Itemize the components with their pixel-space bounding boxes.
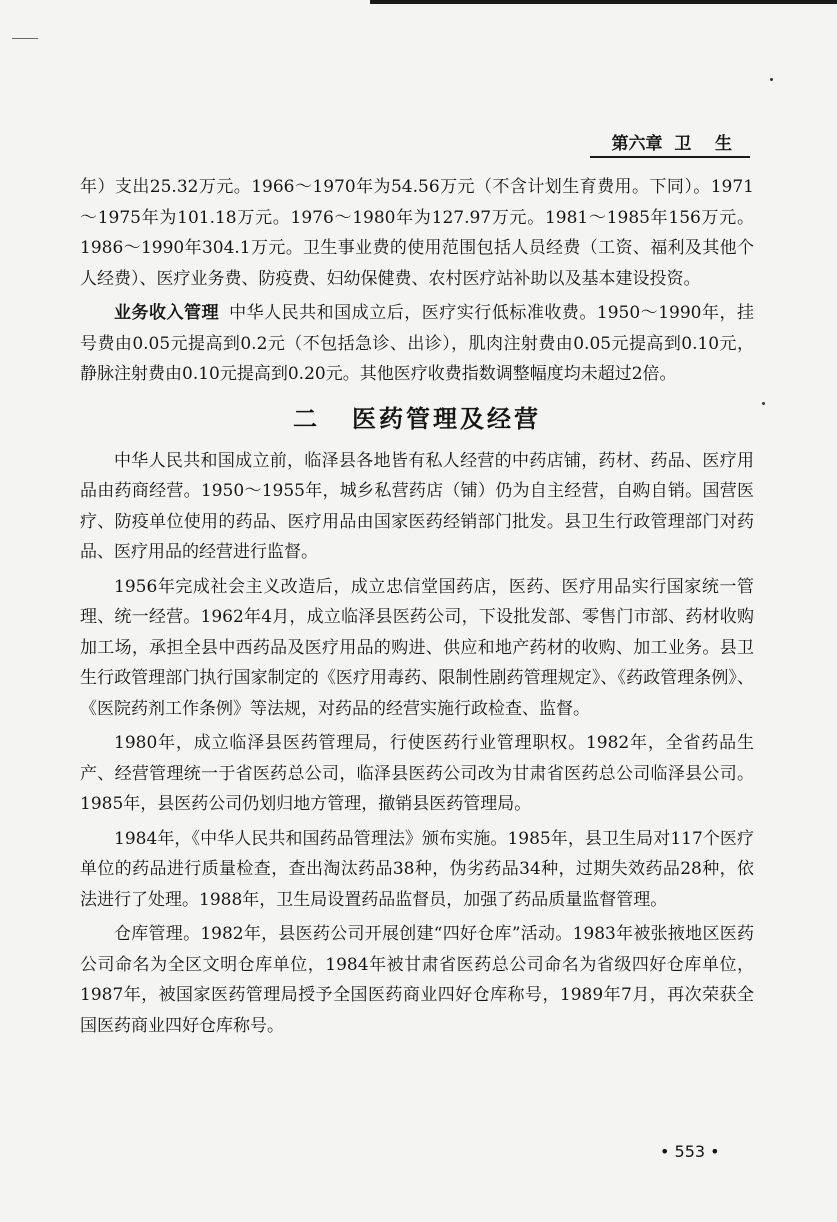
section-heading <box>80 402 754 436</box>
scan-dot <box>762 402 765 405</box>
top-edge-line <box>370 0 837 4</box>
paragraph-warehouse: 仓库管理。1982年，县医药公司开展创建“四好仓库”活动。1983年被张掖地区医药公司命名为全区文明仓库单位，1984年被甘肃省医药总公司命名为省级四好仓库单位，1987年，被国家医药管理局授予全国医药商业四好仓库称号，1989年7月，再次荣获全国医药商业四好仓库称号。 <box>80 924 754 1036</box>
paragraph-pre-1949: 中华人民共和国成立前，临泽县各地皆有私人经营的中药店铺，药材、药品、医疗用品由药商经营。1950～1955年，城乡私营药店（铺）仍为自主经营，自购自销。国营医疗、防疫单位使用的药品、医疗用品由国家医药经销部门批发。县卫生行政管理部门对药品、医疗用品的经营进行监督。 <box>80 450 754 562</box>
paragraph-1980: 1980年，成立临泽县医药管理局，行使医药行业管理职权。1982年，全省药品生产、经营管理统一于省医药总公司，临泽县医药公司改为甘肃省医药总公司临泽县公司。1985年，县医药公司仍划归地方管理，撤销县医药管理局。 <box>80 733 754 814</box>
scan-dot <box>770 78 773 81</box>
page-number: • 553 • <box>660 1142 720 1161</box>
paragraph-expenditure: 年）支出25.32万元。1966～1970年为54.56万元（不含计划生育费用。下同）。1971～1975年为101.18万元。1976～1980年为127.97万元。1981～1985年156万元。1986～1990年304.1万元。卫生事业费的使用范围包括人员经费（工资、福利及其他个人经费）、医疗业务费、防疫费、妇幼保健费、农村医疗站补助以及基本建设投资。 <box>80 177 754 289</box>
corner-scan-mark <box>12 38 38 39</box>
page-body <box>80 172 754 1045</box>
paragraph-lead-heading: 业务收入管理 <box>114 303 220 323</box>
section-title: 医药管理及经营 <box>352 403 541 433</box>
paragraph-business-income <box>80 298 754 390</box>
paragraph-1984: 1984年，《中华人民共和国药品管理法》颁布实施。1985年，县卫生局对117个医疗单位的药品进行质量检查，查出淘汰药品38种，伪劣药品34种，过期失效药品28种，依法进行了处理。1988年，卫生局设置药品监督员，加强了药品质量监督管理。 <box>80 828 754 910</box>
paragraph-business-income-text: 中华人民共和国成立后，医疗实行低标准收费。1950～1990年，挂号费由0.05元提高到0.2元（不包括急诊、出诊），肌肉注射费由0.05元提高到0.10元，静脉注射费由0.10元提高到0.20元。其他医疗收费指数调整幅度均未超过2倍。 <box>80 303 755 384</box>
chapter-title: 第六章 卫 生 <box>611 134 732 154</box>
paragraph-1956: 1956年完成社会主义改造后，成立忠信堂国药店，医药、医疗用品实行国家统一管理、统一经营。1962年4月，成立临泽县医药公司，下设批发部、零售门市部、药材收购加工场，承担全县中西药品及医疗用品的购进、供应和地产药材的收购、加工业务。县卫生行政管理部门执行国家制定的《医疗用毒药、限制性剧药管理规定》、《药政管理条例》、《医院药剂工作条例》等法规，对药品的经营实施行政检查、监督。 <box>80 576 754 719</box>
section-number: 二 <box>293 403 320 433</box>
chapter-header <box>590 128 750 158</box>
